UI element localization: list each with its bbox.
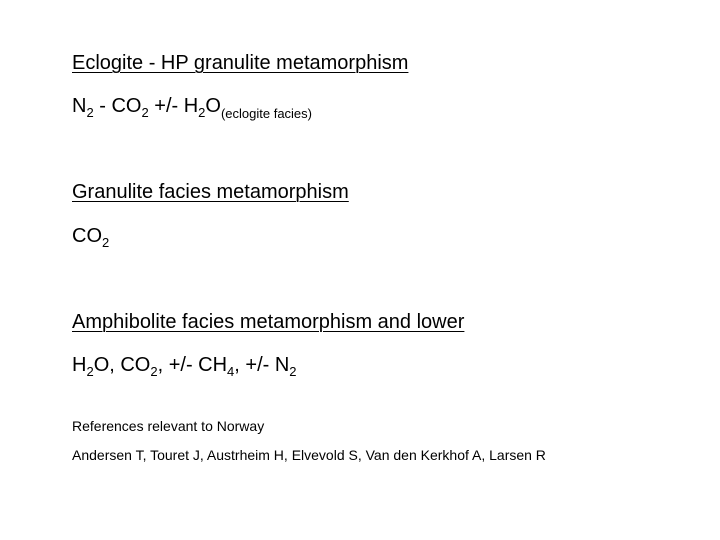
amphibolite-heading: Amphibolite facies metamorphism and lower (72, 311, 465, 333)
formula-text: +/- H (148, 95, 199, 117)
formula-text: , +/- N (234, 354, 290, 376)
subscript: 2 (150, 364, 158, 379)
formula-text: , +/- CH (157, 354, 228, 376)
formula-text: - CO (93, 95, 142, 117)
eclogite-heading: Eclogite - HP granulite metamorphism (72, 52, 409, 74)
amphibolite-fluid-formula (72, 354, 297, 379)
subscript: 2 (86, 105, 94, 120)
references-title: References relevant to Norway (72, 418, 265, 434)
subscript: 2 (141, 105, 149, 120)
granulite-heading: Granulite facies metamorphism (72, 181, 349, 203)
formula-text: O, CO (93, 354, 151, 376)
formula-text: CO (72, 225, 102, 247)
formula-text: N (72, 95, 87, 117)
subscript: 2 (102, 235, 110, 250)
formula-text: O (205, 95, 221, 117)
granulite-fluid-formula (72, 225, 110, 250)
formula-text: H (72, 354, 87, 376)
subscript: 2 (289, 364, 297, 379)
subscript: 4 (227, 364, 235, 379)
references-authors: Andersen T, Touret J, Austrheim H, Elvevold S, Van den Kerkhof A, Larsen R (72, 447, 546, 463)
subscript: 2 (198, 105, 206, 120)
eclogite-facies-note: (eclogite facies) (220, 106, 312, 121)
subscript: 2 (86, 364, 94, 379)
eclogite-fluid-formula (72, 95, 312, 121)
